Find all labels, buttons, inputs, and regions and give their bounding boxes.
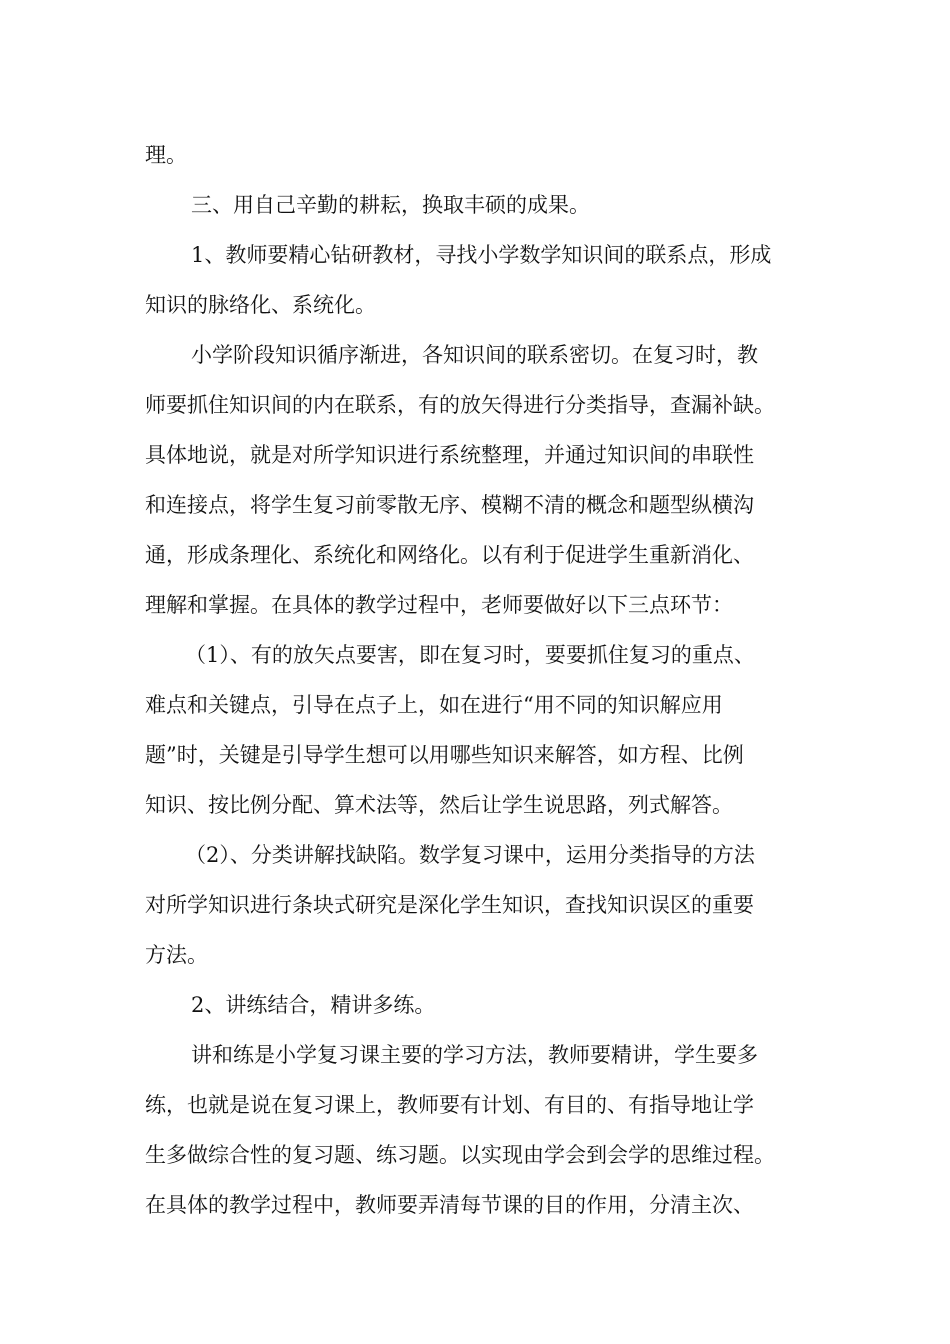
text-line: 知识、按比例分配、算术法等，然后让学生说思路，列式解答。	[145, 793, 733, 817]
text-line: 在具体的教学过程中，教师要弄清每节课的目的作用，分清主次、	[145, 1193, 754, 1217]
section-heading: 三、用自己辛勤的耕耘，换取丰硕的成果。	[191, 193, 590, 217]
text-line: 练，也就是说在复习课上，教师要有计划、有目的、有指导地让学	[145, 1093, 754, 1117]
text-line: 方法。	[145, 943, 208, 967]
text-line: 师要抓住知识间的内在联系，有的放矢得进行分类指导，查漏补缺。	[145, 393, 775, 417]
text-line: 理解和掌握。在具体的教学过程中，老师要做好以下三点环节：	[145, 593, 733, 617]
subsection-heading: 1、教师要精心钻研教材，寻找小学数学知识间的联系点，形成	[191, 243, 772, 267]
text-line: 小学阶段知识循序渐进，各知识间的联系密切。在复习时，教	[191, 343, 758, 367]
text-line: 具体地说，就是对所学知识进行系统整理，并通过知识间的串联性	[145, 443, 754, 467]
text-line: 知识的脉络化、系统化。	[145, 293, 376, 317]
document-body	[145, 130, 820, 1230]
text-line: 理。	[145, 143, 187, 167]
subsection-heading: 2、讲练结合，精讲多练。	[191, 993, 436, 1017]
text-line: 通，形成条理化、系统化和网络化。以有利于促进学生重新消化、	[145, 543, 754, 567]
text-line: 题”时，关键是引导学生想可以用哪些知识来解答，如方程、比例	[145, 743, 744, 767]
text-line: （1）、有的放矢点要害，即在复习时，要要抓住复习的重点、	[185, 643, 755, 667]
text-line: 讲和练是小学复习课主要的学习方法，教师要精讲，学生要多	[191, 1043, 758, 1067]
text-line: 难点和关键点，引导在点子上，如在进行“用不同的知识解应用	[145, 693, 723, 717]
text-line: 生多做综合性的复习题、练习题。以实现由学会到会学的思维过程。	[145, 1143, 775, 1167]
text-line: 对所学知识进行条块式研究是深化学生知识，查找知识误区的重要	[145, 893, 754, 917]
text-line: 和连接点，将学生复习前零散无序、模糊不清的概念和题型纵横沟	[145, 493, 754, 517]
text-line: （2）、分类讲解找缺陷。数学复习课中，运用分类指导的方法	[185, 843, 755, 867]
